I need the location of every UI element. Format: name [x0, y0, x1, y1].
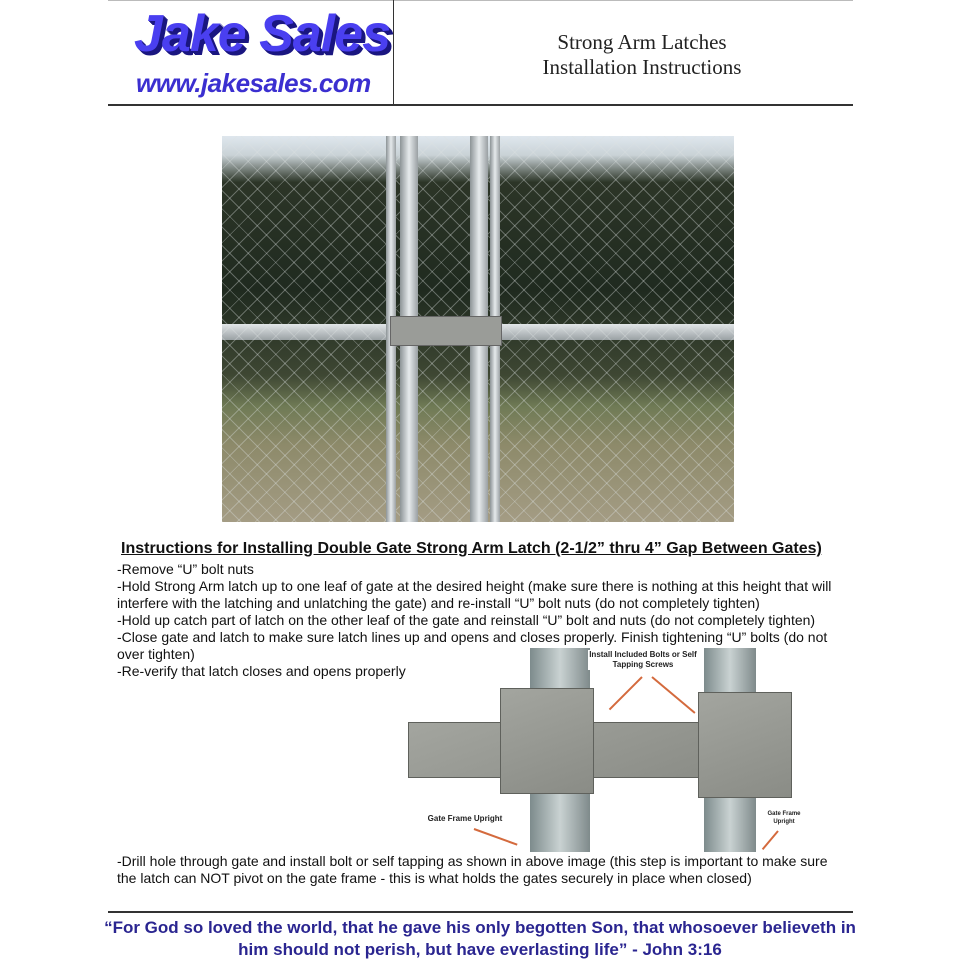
header-top-rule — [108, 0, 853, 1]
footer-quote: “For God so loved the world, that he gave his only begotten Son, that whosoever believeth in him should not perish, but have everlasting life” - John 3:16 — [104, 918, 856, 959]
title-line-2: Installation Instructions — [542, 55, 742, 79]
step: -Close gate and latch to make sure latch lines up and opens and closes properly. Finish tightening “U” bolts (do not over tighten) — [117, 629, 828, 662]
label-upright-left: Gate Frame Upright — [410, 814, 520, 824]
logo-url: www.jakesales.com — [136, 68, 371, 98]
logo-name: Jake Sales — [134, 5, 391, 63]
catch-plate — [698, 692, 792, 798]
step: -Hold up catch part of latch on the other leaf of the gate and reinstall “U” bolt and nuts (do not completely tighten) — [117, 612, 816, 628]
gate-photo — [222, 136, 734, 522]
footer-rule — [108, 911, 853, 913]
step: -Re-verify that latch closes and opens properly — [117, 663, 406, 679]
jake-sales-logo — [118, 4, 391, 100]
step: -Hold Strong Arm latch up to one leaf of gate at the desired height (make sure there is nothing at this height that will interfere with the latching and unlatching the gate) and re-install “U” bolt nuts (do not completely tighten) — [117, 578, 832, 611]
instructions-heading: Instructions for Installing Double Gate Strong Arm Latch (2-1/2” thru 4” Gap Between Gates) — [121, 540, 822, 557]
title-line-1: Strong Arm Latches — [557, 30, 727, 54]
latch-plate — [500, 688, 594, 794]
label-bolts: Install Included Bolts or Self Tapping Screws — [589, 650, 697, 669]
label-upright-right: Gate Frame Upright — [764, 810, 804, 826]
arrow — [651, 676, 695, 714]
arrow — [609, 676, 643, 710]
installed-latch — [390, 316, 502, 346]
latch-diagram-photo — [402, 648, 820, 852]
step: -Remove “U” bolt nuts — [117, 561, 254, 577]
header-bottom-rule — [108, 104, 853, 106]
document-title — [394, 30, 890, 80]
arrow — [762, 830, 779, 850]
step-drill: -Drill hole through gate and install bolt or self tapping as shown in above image (this step is important to make sure the latch can NOT pivot on the gate frame - this is what holds the gates securely in place when closed) — [117, 853, 828, 886]
arrow — [474, 828, 518, 846]
